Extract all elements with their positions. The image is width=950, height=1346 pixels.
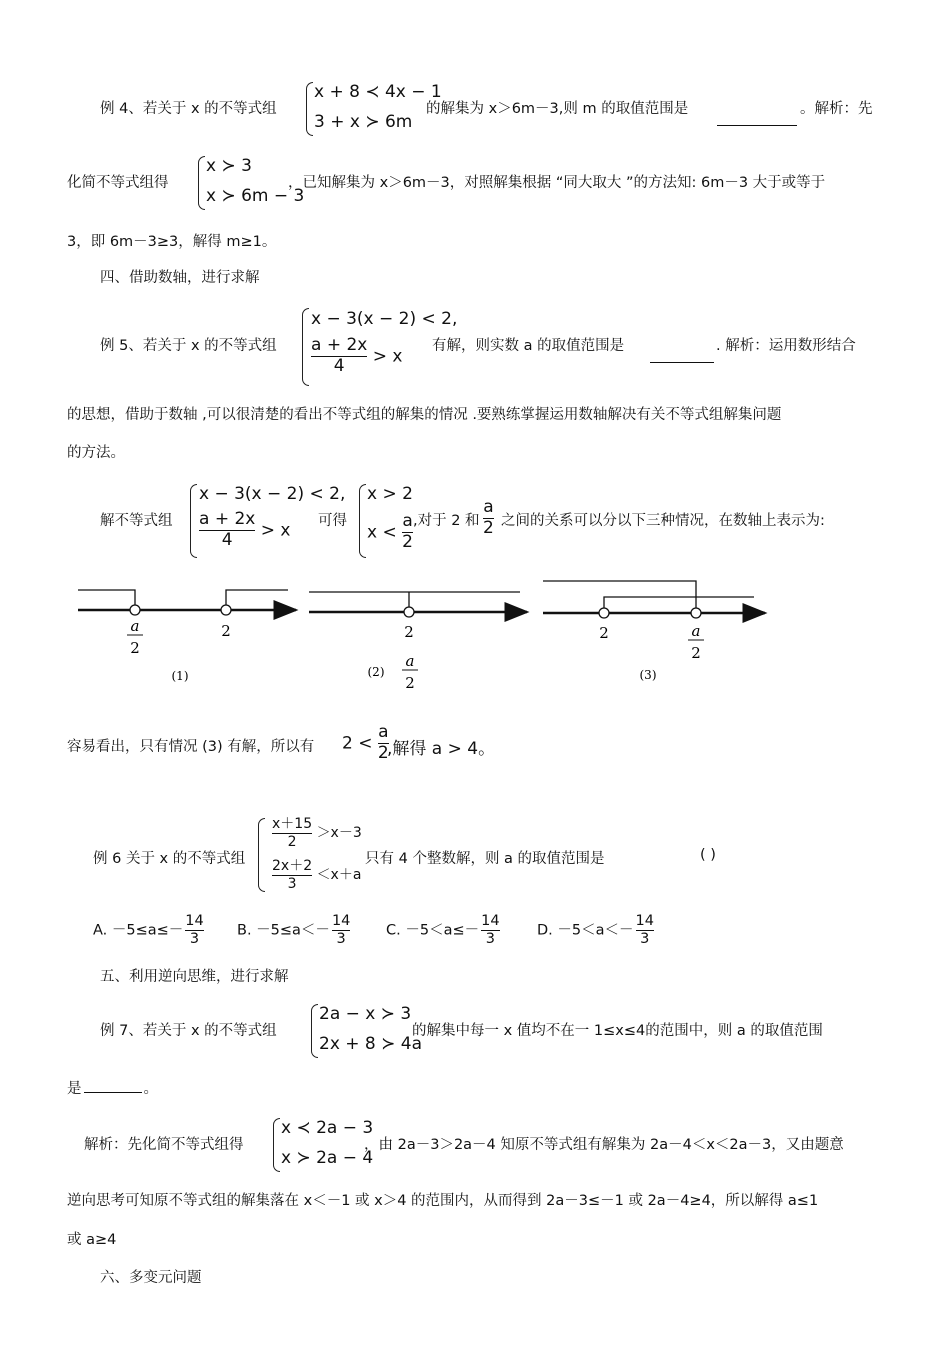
ex4-line2-start: 化简不等式组得 <box>67 175 169 191</box>
conclusion-post: ,解得 a > 4。 <box>387 739 496 759</box>
ex5-question: 有解，则实数 a 的取值范围是 <box>432 338 625 354</box>
ex7-analysis-label: 解析：先化简不等式组得 <box>84 1137 244 1153</box>
open-point <box>130 605 140 615</box>
ex7-line5: 或 a≥4 <box>67 1232 117 1248</box>
brace <box>311 1004 318 1058</box>
open-point <box>599 608 609 618</box>
label-a: a <box>691 622 701 640</box>
ex7-line4: 逆向思考可知原不等式组的解集落在 x＜－1 或 x＞4 的范围内，从而得到 2a－3≤－1 或 2a－4≥4，所以解得 a≤1 <box>67 1193 819 1209</box>
ex4-question: 的解集为 x＞6m－3,则 m 的取值范围是 <box>426 101 689 117</box>
number-line-figures <box>0 570 950 700</box>
label-two: 2 <box>221 622 231 640</box>
ex4-ineq-2: 3 + x ≻ 6m <box>314 112 413 132</box>
ex6-ineq-1: $\frac{x+15}{2}$ ＞x－3 <box>272 816 362 850</box>
option-d: D. －5＜a＜－ $\frac{14}{3}$ <box>537 913 654 948</box>
ex5-line2: 的思想，借助于数轴 ,可以很清楚的看出不等式组的解集的情况 .要熟练掌握运用数轴解决有关不等式组解集问题 <box>67 407 782 423</box>
section-heading-5: 五、利用逆向思维，进行求解 <box>100 969 289 985</box>
ex7-simplified-2: x ≻ 2a − 4 <box>281 1148 374 1168</box>
open-point <box>691 608 701 618</box>
label-two: 2 <box>404 623 414 641</box>
ex7-analysis-cont: ，由 2a－3＞2a－4 知原不等式组有解集为 2a－4＜x＜2a－3，又由题意 <box>364 1137 844 1153</box>
ex4-simplified-1: x ≻ 3 <box>206 156 252 176</box>
brace <box>359 484 366 558</box>
ex5-ineq-2: $\frac{a + 2x}{4}$ > x <box>311 335 403 376</box>
brace <box>302 308 309 386</box>
ex7-ineq-2: 2x + 8 ≻ 4a <box>319 1034 423 1054</box>
label-a: a <box>130 617 140 635</box>
ex4-tail: 。解析：先 <box>800 101 873 117</box>
label-two: 2 <box>405 674 415 692</box>
option-c: C. －5＜a≤－ $\frac{14}{3}$ <box>386 913 500 948</box>
brace <box>306 82 313 136</box>
ex5-ineq-1: x − 3(x − 2) < 2, <box>311 309 458 329</box>
ex4-line3: 3，即 6m－3≥3，解得 m≥1。 <box>67 234 277 250</box>
ex4-intro: 例 4、若关于 x 的不等式组 <box>100 101 277 117</box>
solve-ineq-2: $\frac{a + 2x}{4}$ > x <box>199 509 291 550</box>
open-point <box>221 605 231 615</box>
figure-caption-3: (3) <box>639 668 657 682</box>
fraction-a-over-2: $\frac{a}{2}$ <box>483 497 494 538</box>
label-a: a <box>405 652 415 670</box>
option-b: B. －5≤a＜－ $\frac{14}{3}$ <box>237 913 351 948</box>
figure-caption-1: (1) <box>171 669 189 683</box>
range-bracket <box>604 597 754 613</box>
brace <box>258 818 265 892</box>
ex5-tail: . 解析：运用数形结合 <box>716 338 856 354</box>
ex4-line2-end: ，已知解集为 x＞6m－3，对照解集根据 “同大取大 ”的方法知: 6m－3 大于或等于 <box>288 175 826 191</box>
label-two: 2 <box>691 644 701 662</box>
answer-blank <box>717 112 797 130</box>
ex7-simplified-1: x ≺ 2a − 3 <box>281 1118 374 1138</box>
ex4-ineq-1: x + 8 ≺ 4x − 1 <box>314 82 442 102</box>
brace <box>190 484 197 558</box>
section-heading-6: 六、多变元问题 <box>100 1270 202 1286</box>
figure-caption-2: (2) <box>367 665 385 679</box>
ex6-intro: 例 6 关于 x 的不等式组 <box>93 851 246 867</box>
label-two: 2 <box>599 624 609 642</box>
answer-blank <box>650 349 714 367</box>
option-a: A. －5≤a≤－ $\frac{14}{3}$ <box>93 913 204 948</box>
solve-result-2: x < $\frac{a}{2}$ <box>367 511 413 552</box>
solve-ineq-1: x − 3(x − 2) < 2, <box>199 484 346 504</box>
section-heading-4: 四、借助数轴，进行求解 <box>100 270 260 286</box>
ex7-ineq-1: 2a − x ≻ 3 <box>319 1004 412 1024</box>
solve-result-1: x > 2 <box>367 484 413 504</box>
range-bracket <box>226 590 288 610</box>
solve-after-1: ,对于 2 和 <box>413 513 480 529</box>
ex7-line2: 是 。 <box>67 1081 158 1097</box>
solve-label: 解不等式组 <box>100 513 173 529</box>
ex6-ineq-2: $\frac{2x+2}{3}$ ＜x＋a <box>272 858 362 892</box>
brace <box>273 1118 280 1172</box>
conclusion-inequality: 2 < $\frac{a}{2}$ <box>342 722 389 763</box>
ex4-simplified-2: x ≻ 6m − 3 <box>206 186 305 206</box>
ex5-line3: 的方法。 <box>67 445 125 461</box>
answer-parentheses: ( ) <box>700 847 716 863</box>
ex7-intro: 例 7、若关于 x 的不等式组 <box>100 1023 277 1039</box>
solve-get: 可得 <box>318 513 347 529</box>
conclusion-pre: 容易看出，只有情况 (3) 有解，所以有 <box>67 739 315 755</box>
open-point <box>404 607 414 617</box>
ex6-question: 只有 4 个整数解，则 a 的取值范围是 <box>365 851 605 867</box>
range-bracket <box>78 590 135 610</box>
brace <box>198 156 205 210</box>
ex5-intro: 例 5、若关于 x 的不等式组 <box>100 338 277 354</box>
label-two: 2 <box>130 639 140 657</box>
solve-after-2: 之间的关系可以分以下三种情况，在数轴上表示为: <box>501 513 825 529</box>
ex7-question: 的解集中每一 x 值均不在一 1≤x≤4的范围中，则 a 的取值范围 <box>412 1023 823 1039</box>
